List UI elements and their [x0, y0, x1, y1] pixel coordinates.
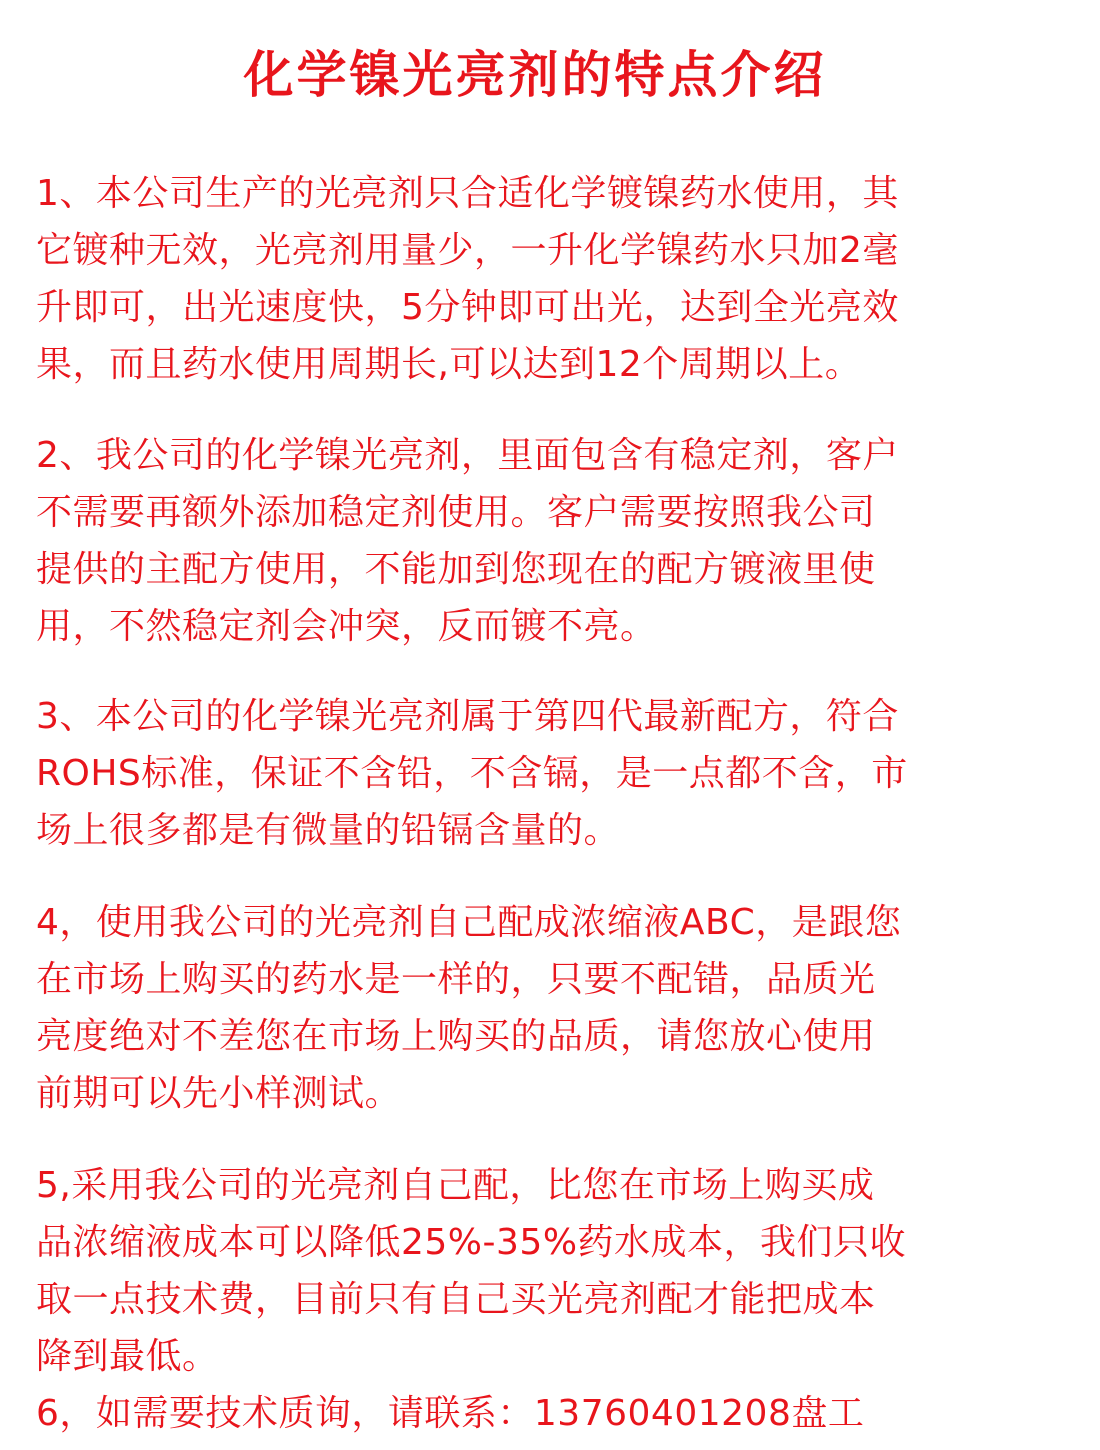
paragraph-line: 升即可，出光速度快，5分钟即可出光，达到全光亮效	[36, 287, 899, 328]
paragraph-line: 场上很多都是有微量的铅镉含量的。	[36, 810, 621, 851]
paragraph-line: ROHS标准，保证不含铅，不含镉，是一点都不含，市	[36, 753, 908, 794]
paragraph-3	[36, 688, 1076, 859]
paragraph-line: 取一点技术费，目前只有自己买光亮剂配才能把成本	[36, 1279, 876, 1320]
paragraph-line: 亮度绝对不差您在市场上购买的品质，请您放心使用	[36, 1016, 876, 1057]
paragraph-line: 它镀种无效，光亮剂用量少，一升化学镍药水只加2毫	[36, 230, 899, 271]
paragraph-line: 3、本公司的化学镍光亮剂属于第四代最新配方，符合	[36, 696, 899, 737]
paragraph-line: 在市场上购买的药水是一样的，只要不配错，品质光	[36, 959, 876, 1000]
contact-line: 6，如需要技术质询，请联系：13760401208盘工	[36, 1393, 865, 1434]
paragraph-2	[36, 427, 1076, 655]
paragraph-line: 1、本公司生产的光亮剂只合适化学镀镍药水使用，其	[36, 173, 899, 214]
paragraph-4	[36, 894, 1076, 1122]
paragraph-1	[36, 165, 1076, 393]
page-title: 化学镍光亮剂的特点介绍	[243, 46, 827, 104]
paragraph-line: 前期可以先小样测试。	[36, 1073, 402, 1114]
paragraph-line: 果，而且药水使用周期长,可以达到12个周期以上。	[36, 344, 862, 385]
paragraph-line: 不需要再额外添加稳定剂使用。客户需要按照我公司	[36, 492, 876, 533]
paragraph-line: 品浓缩液成本可以降低25%-35%药水成本，我们只收	[36, 1222, 907, 1263]
paragraph-line: 提供的主配方使用，不能加到您现在的配方镀液里使	[36, 549, 876, 590]
paragraph-line: 用，不然稳定剂会冲突，反而镀不亮。	[36, 606, 657, 647]
paragraph-line: 2、我公司的化学镍光亮剂，里面包含有稳定剂，客户	[36, 435, 899, 476]
paragraph-line: 4，使用我公司的光亮剂自己配成浓缩液ABC，是跟您	[36, 902, 902, 943]
paragraph-5	[36, 1157, 1076, 1442]
paragraph-line: 5,采用我公司的光亮剂自己配，比您在市场上购买成	[36, 1165, 875, 1206]
paragraph-line: 降到最低。	[36, 1336, 219, 1377]
